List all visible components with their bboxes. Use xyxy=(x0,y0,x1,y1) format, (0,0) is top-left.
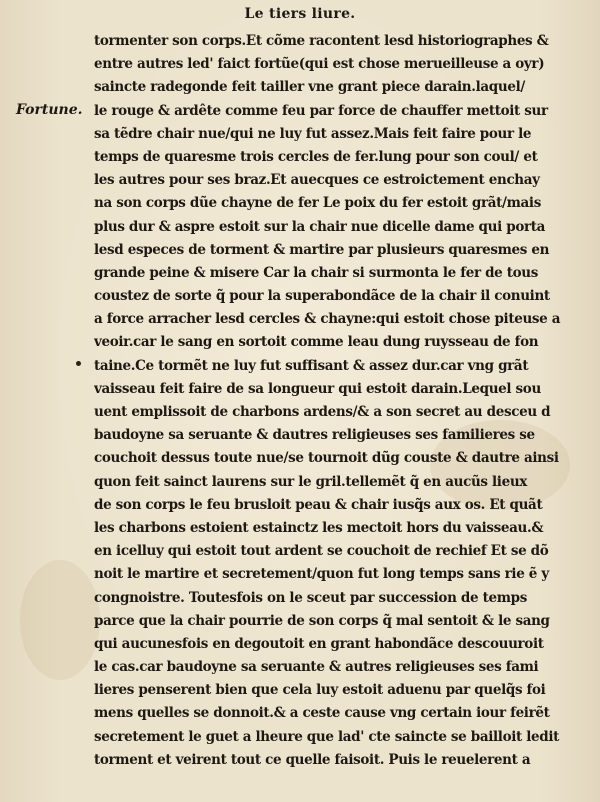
text-line: secretement le guet a lheure que lad' cte saincte se bailloit ledit xyxy=(94,728,560,745)
text-line: congnoistre. Toutesfois on le sceut par succession de temps xyxy=(94,589,527,606)
text-line: tormenter son corps.Et cõme racontent lesd historiographes & xyxy=(94,33,549,49)
text-line: les charbons estoient estainctz les mectoit hors du vaisseau.& xyxy=(94,519,544,536)
text-line: les autres pour ses braz.Et auecques ce estroictement enchay xyxy=(94,172,540,189)
text-line: lesd especes de torment & martire par plusieurs quaresmes en xyxy=(94,241,550,258)
text-line: couchoit dessus toute nue/se tournoit dũg couste & dautre ainsi xyxy=(94,450,559,467)
text-line: en icelluy qui estoit tout ardent se couchoit de rechief Et se dõ xyxy=(94,543,549,560)
text-line: torment et veirent tout ce quelle faisoit. Puis le reuelerent a xyxy=(94,751,531,768)
text-line: quon feit sainct laurens sur le gril.tellemẽt q̃ en aucũs lieux xyxy=(94,473,527,490)
text-line: plus dur & aspre estoit sur la chair nue dicelle dame qui porta xyxy=(94,218,546,235)
paper-stain xyxy=(20,560,100,680)
text-line: qui aucunesfois en degoutoit en grant habondãce descouuroit xyxy=(94,635,544,652)
text-line: uent emplissoit de charbons ardens/& a son secret au desceu d xyxy=(94,404,551,420)
text-line: sa tẽdre chair nue/qui ne luy fut assez.Mais feit faire pour le xyxy=(94,125,532,142)
text-line: saincte radegonde feit tailler vne grant piece darain.laquel/ xyxy=(94,79,525,96)
text-line: baudoyne sa seruante & dautres religieuses ses familieres se xyxy=(94,427,535,444)
text-line: le rouge & ardête comme feu par force de chauffer mettoit sur xyxy=(94,102,548,119)
text-line: le cas.car baudoyne sa seruante & autres religieuses ses fami xyxy=(94,659,539,676)
text-line: mens quelles se donnoit.& a ceste cause vng certain iour feirẽt xyxy=(94,705,550,722)
marginal-note: Fortune. xyxy=(16,102,83,118)
text-line: veoir.car le sang en sortoit comme leau dung ruysseau de fon xyxy=(94,334,539,351)
text-line: entre autres led' faict fortũe(qui est chose merueilleuse a oyr) xyxy=(94,56,545,73)
text-line: na son corps dũe chayne de fer Le poix du fer estoit grãt/mais xyxy=(94,195,541,212)
text-line: grande peine & misere Car la chair si surmonta le fer de tous xyxy=(94,264,539,281)
text-line: lieres penserent bien que cela luy estoit aduenu par quelq̃s foi xyxy=(94,682,546,699)
text-line: temps de quaresme trois cercles de fer.lung pour son coul/ et xyxy=(94,148,538,165)
text-line: vaisseau feit faire de sa longueur qui estoit darain.Lequel sou xyxy=(94,380,541,397)
margin-dot xyxy=(76,361,81,366)
text-line: coustez de sorte q̃ pour la superabondãce de la chair il conuint xyxy=(94,288,550,305)
text-line: parce que la chair pourrie de son corps q̃ mal sentoit & le sang xyxy=(94,612,550,629)
text-line: de son corps le feu brusloit peau & chair iusq̃s aux os. Et quãt xyxy=(94,496,543,513)
running-head: Le tiers liure. xyxy=(244,6,356,22)
text-line: taine.Ce tormẽt ne luy fut suffisant & assez dur.car vng grãt xyxy=(94,357,529,374)
text-line: noit le martire et secretement/quon fut long temps sans rie ẽ y xyxy=(94,566,549,583)
text-line: a force arracher lesd cercles & chayne:qui estoit chose piteuse a xyxy=(94,311,561,328)
text-block xyxy=(94,30,584,772)
